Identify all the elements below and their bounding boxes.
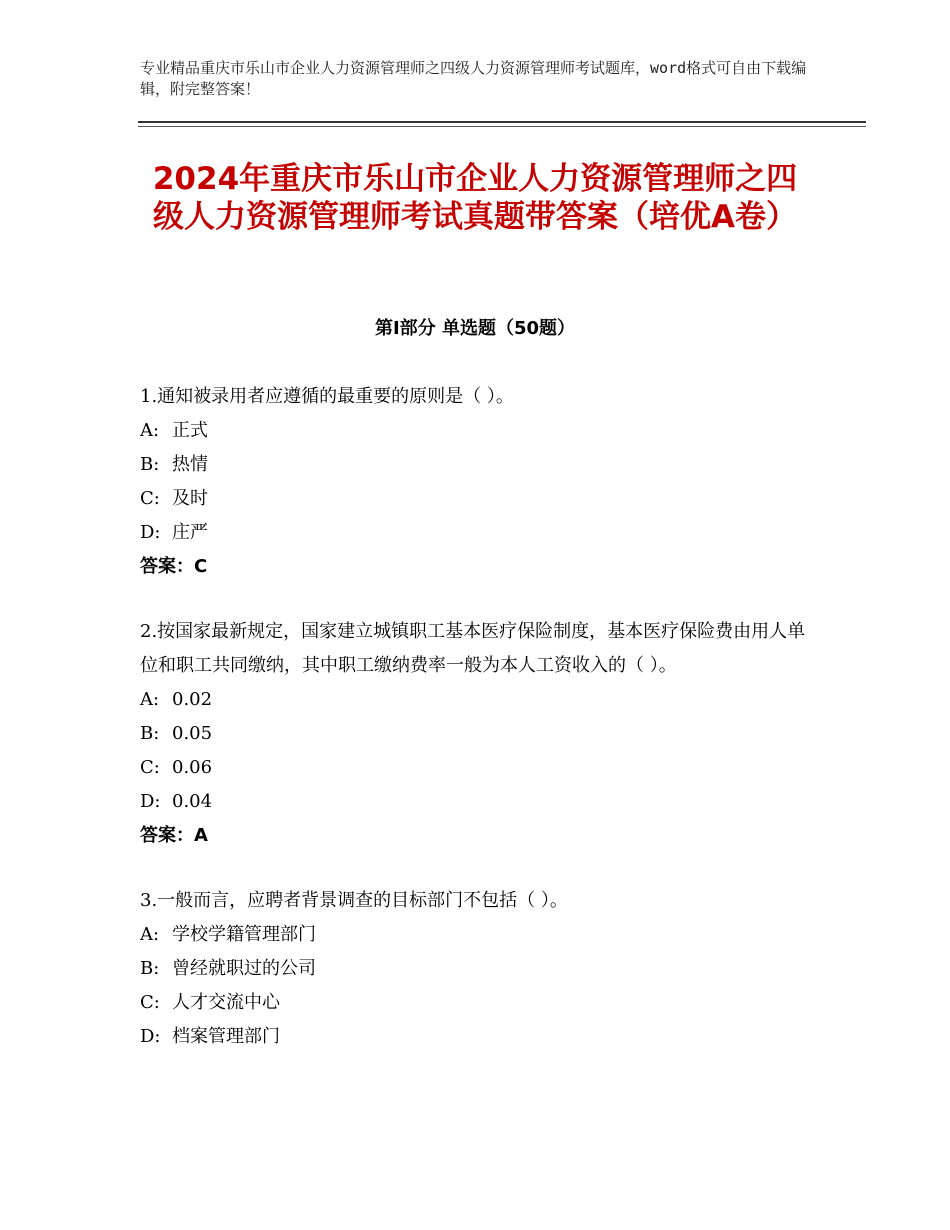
document-title: 2024年重庆市乐山市企业人力资源管理师之四级人力资源管理师考试真题带答案（培优A卷）: [152, 161, 798, 235]
question-3: [140, 884, 810, 1054]
option-text: 0.02: [172, 689, 213, 710]
answer-line: 答案：C: [140, 556, 208, 577]
option-text: 0.06: [172, 757, 213, 778]
header-rule-thin: [138, 126, 866, 127]
option-letter: A:: [140, 420, 160, 441]
option-letter: B:: [140, 454, 160, 475]
option-b: [140, 717, 810, 751]
section-heading: 第Ⅰ部分 单选题（50题）: [374, 318, 575, 339]
option-text: 热情: [172, 454, 208, 475]
option-text: 档案管理部门: [172, 1026, 280, 1047]
option-text: 及时: [172, 488, 208, 509]
option-d: [140, 516, 810, 550]
option-text: 曾经就职过的公司: [172, 958, 316, 979]
header-note: 专业精品重庆市乐山市企业人力资源管理师之四级人力资源管理师考试题库，word格式可自由下载编辑，附完整答案！: [140, 59, 807, 98]
option-c: [140, 751, 810, 785]
option-a: [140, 414, 810, 448]
option-c: [140, 482, 810, 516]
answer-line: 答案：A: [140, 825, 208, 846]
option-text: 正式: [172, 420, 208, 441]
option-letter: A:: [140, 924, 160, 945]
option-text: 0.05: [172, 723, 213, 744]
option-d: [140, 1020, 810, 1054]
option-a: [140, 683, 810, 717]
option-letter: D:: [140, 791, 161, 812]
option-b: [140, 952, 810, 986]
question-stem: 2.按国家最新规定，国家建立城镇职工基本医疗保险制度，基本医疗保险费由用人单位和职工共同缴纳，其中职工缴纳费率一般为本人工资收入的（ ）。: [140, 621, 806, 676]
option-letter: B:: [140, 723, 160, 744]
option-letter: D:: [140, 1026, 161, 1047]
option-letter: B:: [140, 958, 160, 979]
option-text: 人才交流中心: [172, 992, 280, 1013]
question-1: [140, 380, 810, 584]
option-letter: C:: [140, 757, 160, 778]
option-c: [140, 986, 810, 1020]
option-letter: C:: [140, 488, 160, 509]
option-letter: C:: [140, 992, 160, 1013]
option-letter: D:: [140, 522, 161, 543]
question-stem: 3.一般而言，应聘者背景调查的目标部门不包括（ ）。: [140, 890, 568, 911]
option-b: [140, 448, 810, 482]
option-letter: A:: [140, 689, 160, 710]
question-list: [140, 380, 810, 1085]
option-text: 0.04: [172, 791, 213, 812]
option-d: [140, 785, 810, 819]
question-2: [140, 615, 810, 853]
option-text: 庄严: [172, 522, 208, 543]
question-stem: 1.通知被录用者应遵循的最重要的原则是（ ）。: [140, 386, 514, 407]
option-a: [140, 918, 810, 952]
header-rule-thick: [138, 121, 866, 123]
option-text: 学校学籍管理部门: [172, 924, 316, 945]
